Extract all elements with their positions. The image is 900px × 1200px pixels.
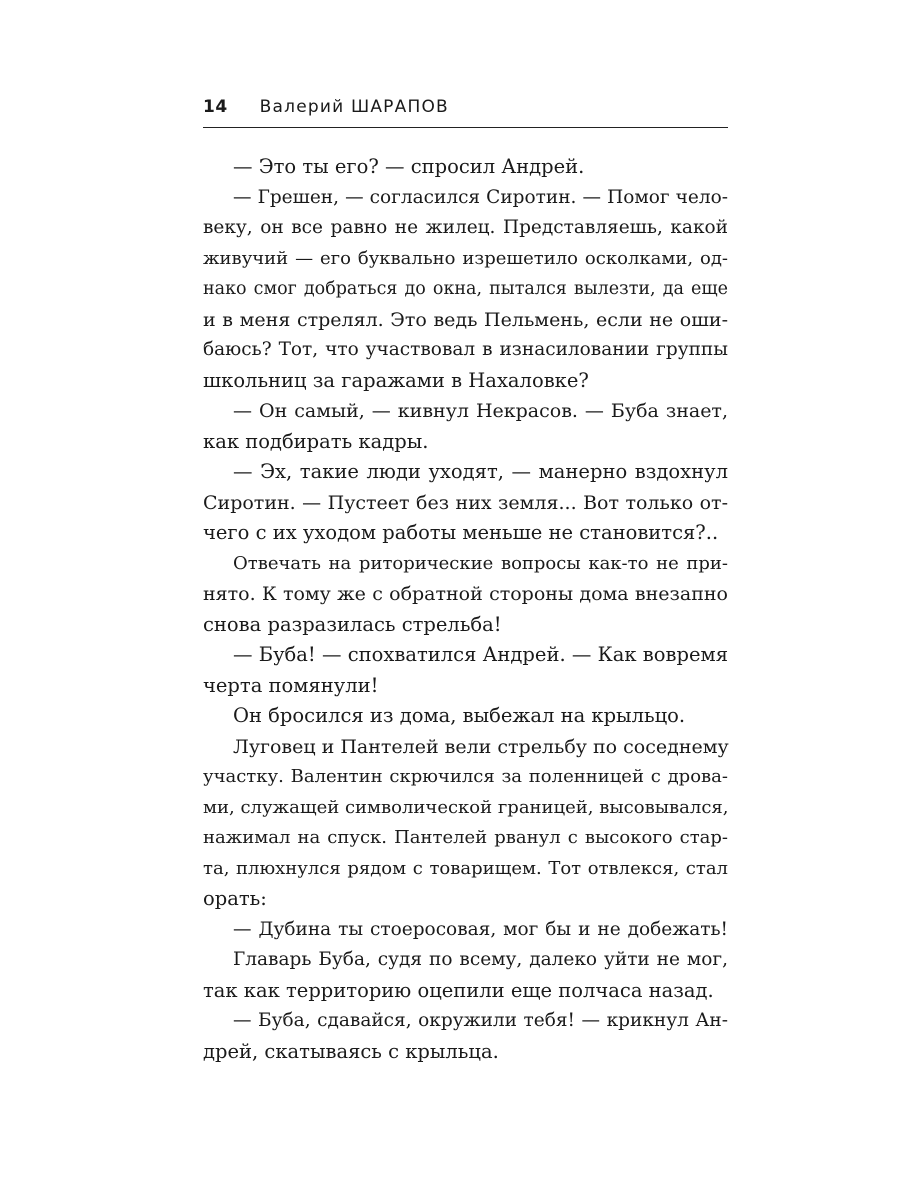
text-line: нако смог добраться до окна, пытался вылезти, да еще (203, 279, 728, 299)
text-line: школьниц за гаражами в Нахаловке? (203, 368, 589, 392)
text-line: Луговец и Пантелей вели стрельбу по соседнему (233, 735, 729, 758)
text-line: баюсь? Тот, что участвовал в изнасиловании группы (203, 339, 728, 360)
text-line: снова разразилась стрельба! (203, 612, 502, 636)
text-line: черта помянули! (203, 673, 379, 697)
text-line: — Это ты его? — спросил Андрей. (233, 155, 585, 178)
text-line: нято. К тому же с обратной стороны дома внезапно (203, 583, 728, 605)
author-name: Валерий ШАРАПОВ (259, 97, 449, 117)
text-line: та, плюхнулся рядом с товарищем. Тот отвлекся, стал (203, 857, 728, 879)
text-line: дрей, скатываясь с крыльца. (203, 1039, 499, 1063)
text-line: ми, служащей символической границей, высовывался, (203, 796, 729, 818)
text-line: живучий — его буквально изрешетило осколками, од- (203, 247, 728, 269)
text-line: Сиротин. — Пустеет без них земля... Вот только от- (203, 491, 728, 514)
text-line: — Он самый, — кивнул Некрасов. — Буба знает, (233, 400, 728, 422)
text-line: — Буба, сдавайся, окружили тебя! — крикнул Ан- (233, 1010, 728, 1031)
text-line: веку, он все равно не жилец. Представляешь, какой (203, 217, 728, 238)
body-text (203, 152, 728, 1067)
text-line: Он бросился из дома, выбежал на крыльцо. (233, 704, 686, 727)
text-line: — Эх, такие люди уходят, — манерно вздохнул (233, 460, 728, 483)
text-line: чего с их уходом работы меньше не становится?.. (203, 521, 719, 544)
running-header (203, 97, 728, 128)
text-line: как подбирать кадры. (203, 429, 429, 453)
page-number: 14 (203, 97, 228, 117)
text-line: и в меня стрелял. Это ведь Пельмень, если не оши- (203, 308, 728, 331)
text-line: — Дубина ты стоеросовая, мог бы и не добежать! (233, 918, 728, 940)
text-line: так как территорию оцепили еще полчаса назад. (203, 978, 714, 1002)
text-line: Главарь Буба, судя по всему, далеко уйти не мог, (233, 949, 728, 970)
text-line: Отвечать на риторические вопросы как-то не при- (233, 552, 728, 574)
text-line: нажимал на спуск. Пантелей рванул с высокого стар- (203, 827, 728, 848)
text-line: орать: (203, 887, 267, 910)
text-line: — Грешен, — согласился Сиротин. — Помог чело- (233, 186, 728, 208)
text-line: участку. Валентин скрючился за поленницей с дрова- (203, 766, 728, 787)
text-line: — Буба! — спохватился Андрей. — Как вовремя (233, 643, 728, 666)
